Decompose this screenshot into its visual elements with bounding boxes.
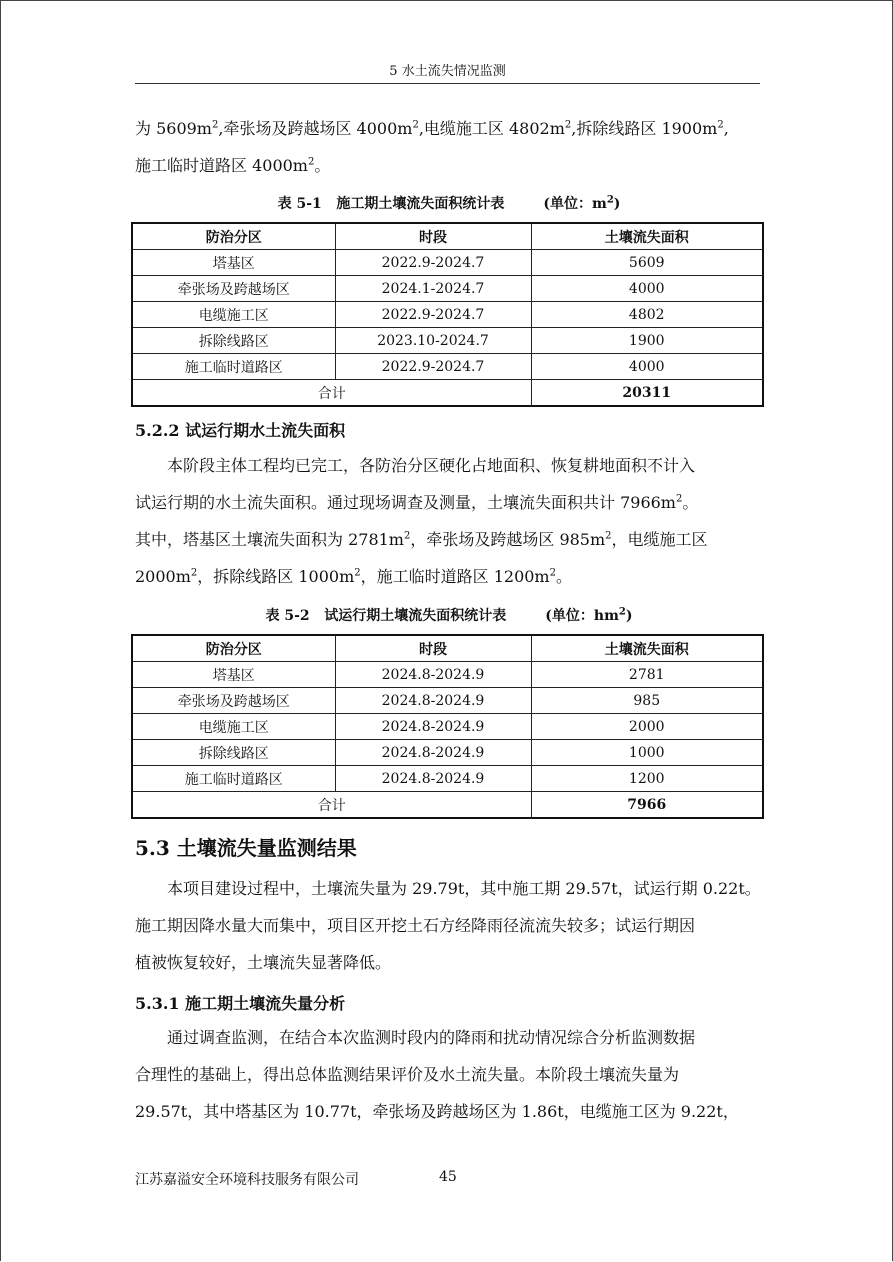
intro-line-1: 为 $5609m^2$,牵张场及跨越场区 $4000m^2$,电缆施工区 $4802m^2$,拆除线路区 $1900m^2$, — [135, 119, 729, 138]
table-total-row — [132, 792, 763, 819]
total-label: 合计 — [132, 792, 531, 819]
table-row — [132, 740, 763, 766]
cell-period: 2024.8-2024.9 — [335, 714, 531, 740]
cell-period: 2024.8-2024.9 — [335, 766, 531, 792]
table-row — [132, 328, 763, 354]
table-row — [132, 250, 763, 276]
table-row — [132, 276, 763, 302]
intro-line-2: 施工临时道路区 $4000m^2$。 — [135, 156, 331, 175]
table2-caption: 表 5-2 试运行期土壤流失面积统计表 (单位：$hm^2$) — [265, 606, 633, 624]
table1-caption: 表 5-1 施工期土壤流失面积统计表 (单位：$m^2$) — [277, 194, 621, 212]
section-531-line-2: 合理性的基础上，得出总体监测结果评价及水土流失量。本阶段土壤流失量为 — [135, 1065, 680, 1084]
table-header-row — [132, 223, 763, 250]
cell-area: 4000 — [531, 276, 763, 302]
table-row — [132, 662, 763, 688]
table-row — [132, 354, 763, 380]
section-53-paragraph — [135, 870, 763, 981]
section-522-heading: 5.2.2 试运行期水土流失面积 — [135, 421, 346, 440]
cell-zone: 牵张场及跨越场区 — [132, 276, 335, 302]
section-522-paragraph — [135, 447, 763, 595]
section-522-line-1: 本阶段主体工程均已完工，各防治分区硬化占地面积、恢复耕地面积不计入 — [167, 456, 696, 475]
table-row — [132, 766, 763, 792]
section-531-paragraph — [135, 1019, 763, 1130]
cell-area: 1000 — [531, 740, 763, 766]
section-522-line-2: 试运行期的水土流失面积。通过现场调查及测量，土壤流失面积共计 $7966m^2$。 — [135, 493, 699, 512]
section-53-line-1: 本项目建设过程中，土壤流失量为 29.79t，其中施工期 29.57t，试运行期 0.22t。 — [167, 879, 761, 898]
table-header-row — [132, 635, 763, 662]
section-531-line-3: 29.57t，其中塔基区为 10.77t，牵张场及跨越场区为 1.86t，电缆施工区为 9.22t， — [135, 1102, 739, 1121]
cell-period: 2024.8-2024.9 — [335, 662, 531, 688]
cell-zone: 拆除线路区 — [132, 328, 335, 354]
total-value: 20311 — [531, 380, 763, 407]
cell-period: 2024.1-2024.7 — [335, 276, 531, 302]
table2-trial-operation-area — [131, 634, 764, 819]
cell-zone: 施工临时道路区 — [132, 354, 335, 380]
intro-paragraph — [135, 110, 763, 184]
cell-zone: 拆除线路区 — [132, 740, 335, 766]
footer-company: 江苏嘉溢安全环境科技服务有限公司 — [135, 1172, 359, 1188]
section-531-line-1: 通过调查监测，在结合本次监测时段内的降雨和扰动情况综合分析监测数据 — [167, 1028, 696, 1047]
table-row — [132, 714, 763, 740]
cell-period: 2022.9-2024.7 — [335, 354, 531, 380]
cell-area: 2000 — [531, 714, 763, 740]
cell-zone: 塔基区 — [132, 662, 335, 688]
cell-period: 2024.8-2024.9 — [335, 740, 531, 766]
footer-page-number: 45 — [439, 1169, 457, 1185]
total-value: 7966 — [531, 792, 763, 819]
cell-area: 5609 — [531, 250, 763, 276]
cell-period: 2023.10-2024.7 — [335, 328, 531, 354]
section-522-line-3: 其中，塔基区土壤流失面积为 $2781m^2$，牵张场及跨越场区 $985m^2$，电缆施工区 — [135, 530, 708, 549]
col-header-area: 土壤流失面积 — [531, 223, 763, 250]
section-53-line-2: 施工期因降水量大而集中，项目区开挖土石方经降雨径流流失较多；试运行期因 — [135, 916, 696, 935]
col-header-zone: 防治分区 — [132, 635, 335, 662]
total-label: 合计 — [132, 380, 531, 407]
cell-zone: 塔基区 — [132, 250, 335, 276]
cell-zone: 施工临时道路区 — [132, 766, 335, 792]
section-53-heading: 5.3 土壤流失量监测结果 — [135, 836, 357, 860]
col-header-zone: 防治分区 — [132, 223, 335, 250]
cell-area: 1900 — [531, 328, 763, 354]
col-header-period: 时段 — [335, 223, 531, 250]
cell-period: 2024.8-2024.9 — [335, 688, 531, 714]
cell-period: 2022.9-2024.7 — [335, 302, 531, 328]
cell-area: 1200 — [531, 766, 763, 792]
section-531-heading: 5.3.1 施工期土壤流失量分析 — [135, 994, 346, 1013]
cell-area: 985 — [531, 688, 763, 714]
section-53-line-3: 植被恢复较好，土壤流失显著降低。 — [135, 953, 392, 972]
cell-zone: 牵张场及跨越场区 — [132, 688, 335, 714]
section-522-line-4: $2000m^2$，拆除线路区 $1000m^2$，施工临时道路区 $1200m^2$。 — [135, 567, 572, 586]
table-row — [132, 302, 763, 328]
cell-area: 4000 — [531, 354, 763, 380]
cell-period: 2022.9-2024.7 — [335, 250, 531, 276]
col-header-period: 时段 — [335, 635, 531, 662]
cell-area: 2781 — [531, 662, 763, 688]
cell-area: 4802 — [531, 302, 763, 328]
col-header-area: 土壤流失面积 — [531, 635, 763, 662]
table-total-row — [132, 380, 763, 407]
table1-construction-area — [131, 222, 764, 407]
cell-zone: 电缆施工区 — [132, 302, 335, 328]
table-row — [132, 688, 763, 714]
cell-zone: 电缆施工区 — [132, 714, 335, 740]
page-header: 5 水土流失情况监测 — [135, 61, 760, 84]
